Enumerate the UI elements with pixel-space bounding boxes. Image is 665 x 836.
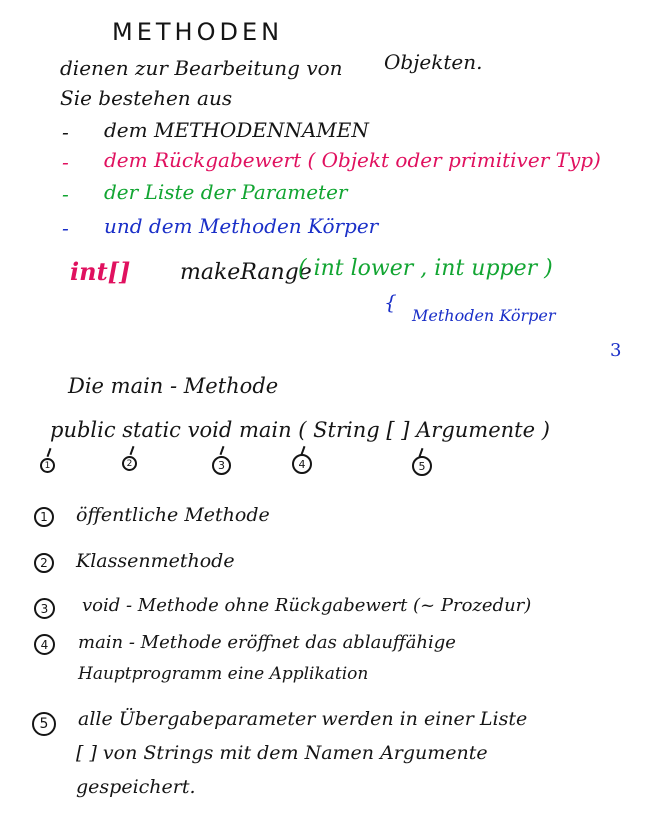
part-text-1: dem METHODENNAMEN: [104, 118, 369, 142]
note-text-5-line-3: gespeichert.: [76, 776, 196, 798]
part-text-3: der Liste der Parameter: [104, 180, 348, 204]
marker-4: 4: [292, 454, 312, 474]
part-bullet-4: -: [62, 216, 69, 240]
note-number-5: 5: [32, 712, 56, 736]
marker-tick-2: [130, 446, 135, 455]
intro-line-1a: dienen zur Bearbeitung von: [60, 56, 343, 80]
intro-line-2: Sie bestehen aus: [60, 86, 233, 110]
part-bullet-2: -: [62, 150, 69, 174]
main-signature: public static void main ( String [ ] Argumente ): [50, 418, 550, 442]
marker-3: 3: [212, 456, 231, 475]
note-text-4-line-1: main - Methode eröffnet das ablauffähige: [78, 632, 456, 653]
page-number: 3: [610, 340, 622, 361]
note-number-2: 2: [34, 553, 54, 573]
page-title: METHODEN: [112, 18, 284, 46]
intro-line-1b: Objekten.: [384, 50, 483, 74]
note-text-3: void - Methode ohne Rückgabewert (~ Prozedur): [82, 595, 532, 616]
example-body-label: Methoden Körper: [412, 306, 556, 325]
example-params: ( int lower , int upper ): [298, 256, 553, 281]
note-number-4: 4: [34, 634, 55, 655]
example-method-name: makeRange: [180, 260, 312, 285]
marker-5: 5: [412, 456, 432, 476]
part-bullet-3: -: [62, 182, 69, 206]
part-text-2: dem Rückgabewert ( Objekt oder primitiver Typ): [104, 148, 601, 172]
note-text-5-line-2: [ ] von Strings mit dem Namen Argumente: [76, 742, 488, 764]
part-text-4: und dem Methoden Körper: [104, 214, 379, 238]
marker-1: 1: [40, 458, 55, 473]
main-heading: Die main - Methode: [68, 374, 279, 398]
note-text-4-line-2: Hauptprogramm eine Applikation: [78, 664, 369, 684]
note-text-5-line-1: alle Übergabeparameter werden in einer Liste: [78, 708, 528, 730]
note-number-1: 1: [34, 507, 54, 527]
part-bullet-1: -: [62, 120, 69, 144]
note-number-3: 3: [34, 598, 55, 619]
marker-2: 2: [122, 456, 137, 471]
note-text-1: öffentliche Methode: [76, 504, 270, 526]
example-return-type: int[]: [70, 257, 131, 286]
note-text-2: Klassenmethode: [76, 550, 235, 572]
marker-tick-3: [220, 446, 225, 455]
marker-tick-1: [47, 448, 52, 457]
example-brace: {: [384, 290, 397, 314]
